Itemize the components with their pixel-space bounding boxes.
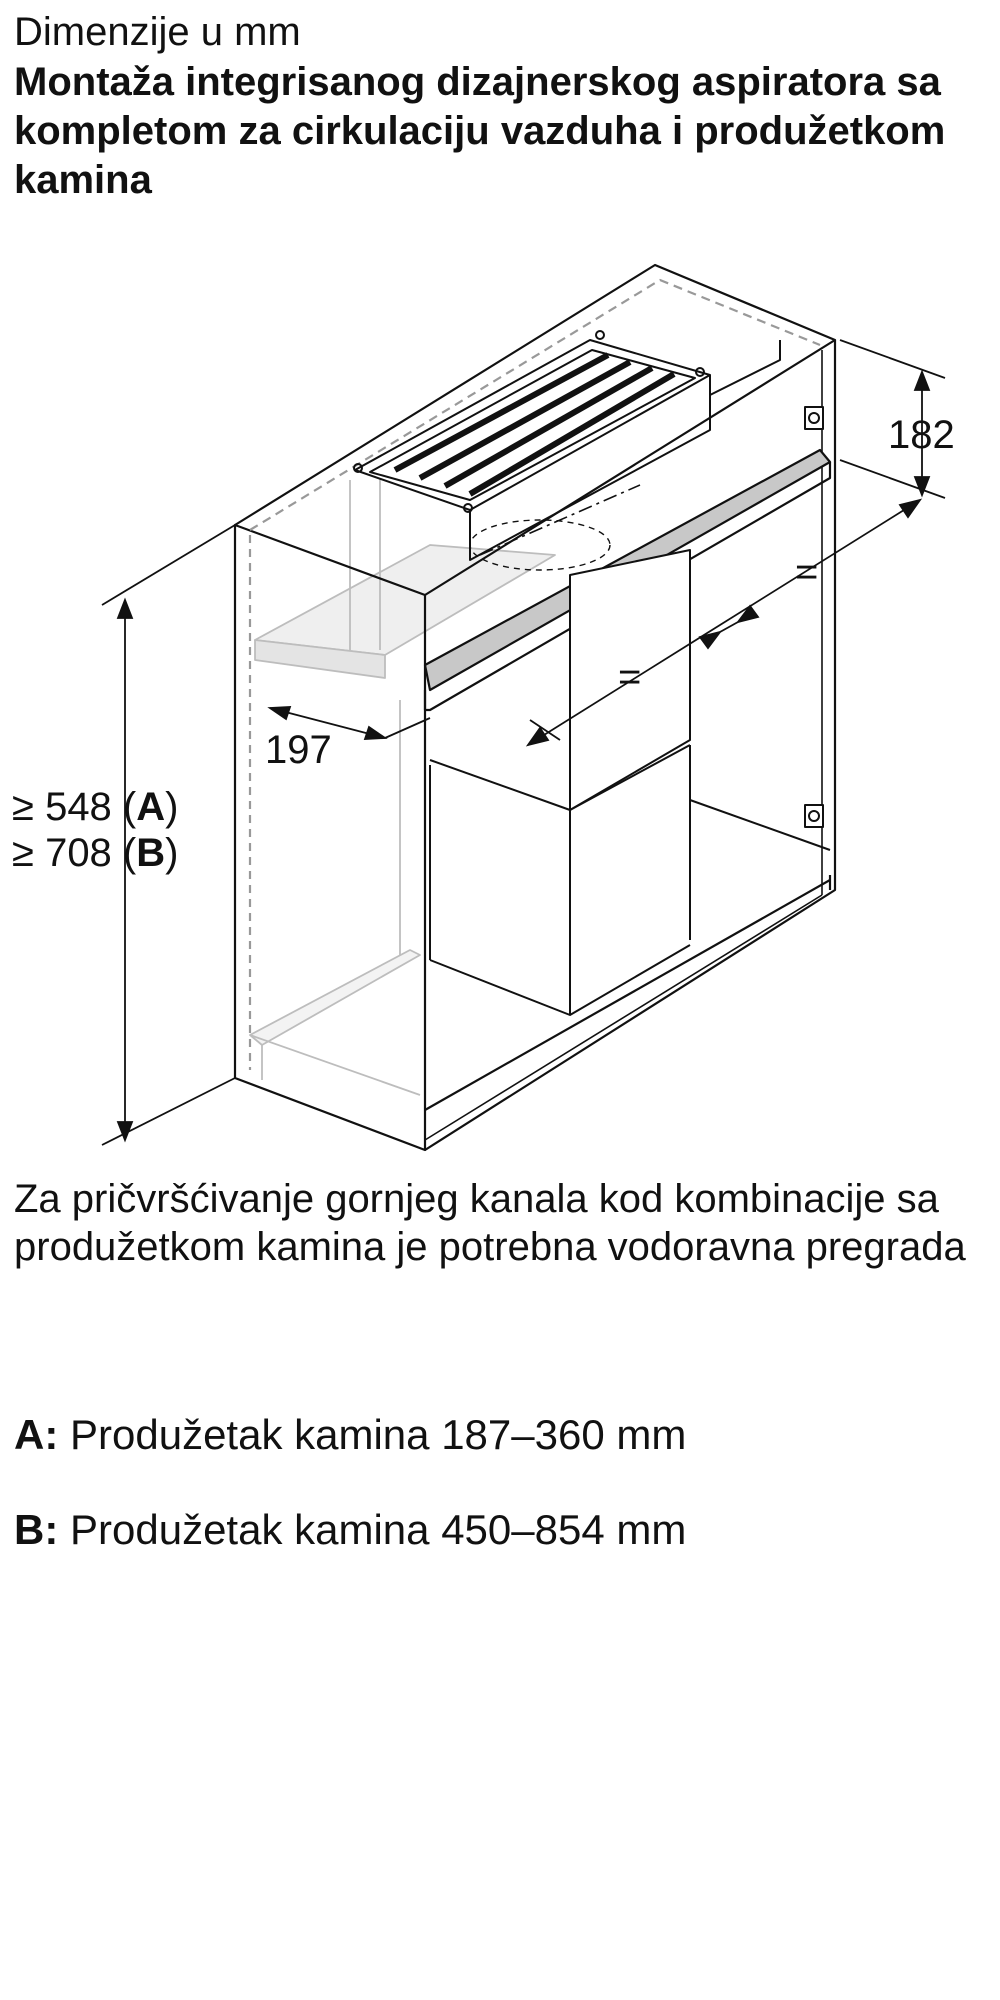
installation-note: Za pričvršćivanje gornjeg kanala kod kombinacije sa produžetkom kamina je potrebna vodoravna pregrada: [14, 1177, 966, 1269]
dim-182-label: 182: [888, 413, 955, 457]
dim-min-708-label: ≥ 708 (B): [12, 831, 179, 875]
legend-item-b: [14, 1505, 686, 1555]
legend-text-a: Produžetak kamina 187–360 mm: [58, 1411, 687, 1458]
dim-197-label: 197: [265, 728, 332, 772]
dim-equal-upper-label: =: [795, 550, 819, 594]
centre-line: [480, 485, 640, 555]
dim-min-548-label: ≥ 548 (A): [12, 785, 179, 829]
legend-key-b: B:: [14, 1506, 59, 1553]
dimensions-unit-label: Dimenzije u mm: [14, 10, 301, 54]
legend-text-b: Produžetak kamina 450–854 mm: [58, 1506, 687, 1553]
page-title: Montaža integrisanog dizajnerskog aspiratora sa kompletom za cirkulaciju vazduha i produžetkom kamina: [14, 60, 946, 202]
duct-boxes: [430, 550, 830, 1015]
ghost-hood: [250, 470, 555, 1095]
cabinet-base: [425, 875, 830, 1110]
dim-equal-lower-label: =: [618, 655, 642, 699]
cabinet-installation-drawing: [0, 250, 1000, 1170]
legend-key-a: A:: [14, 1411, 59, 1458]
legend-item-a: [14, 1410, 686, 1460]
